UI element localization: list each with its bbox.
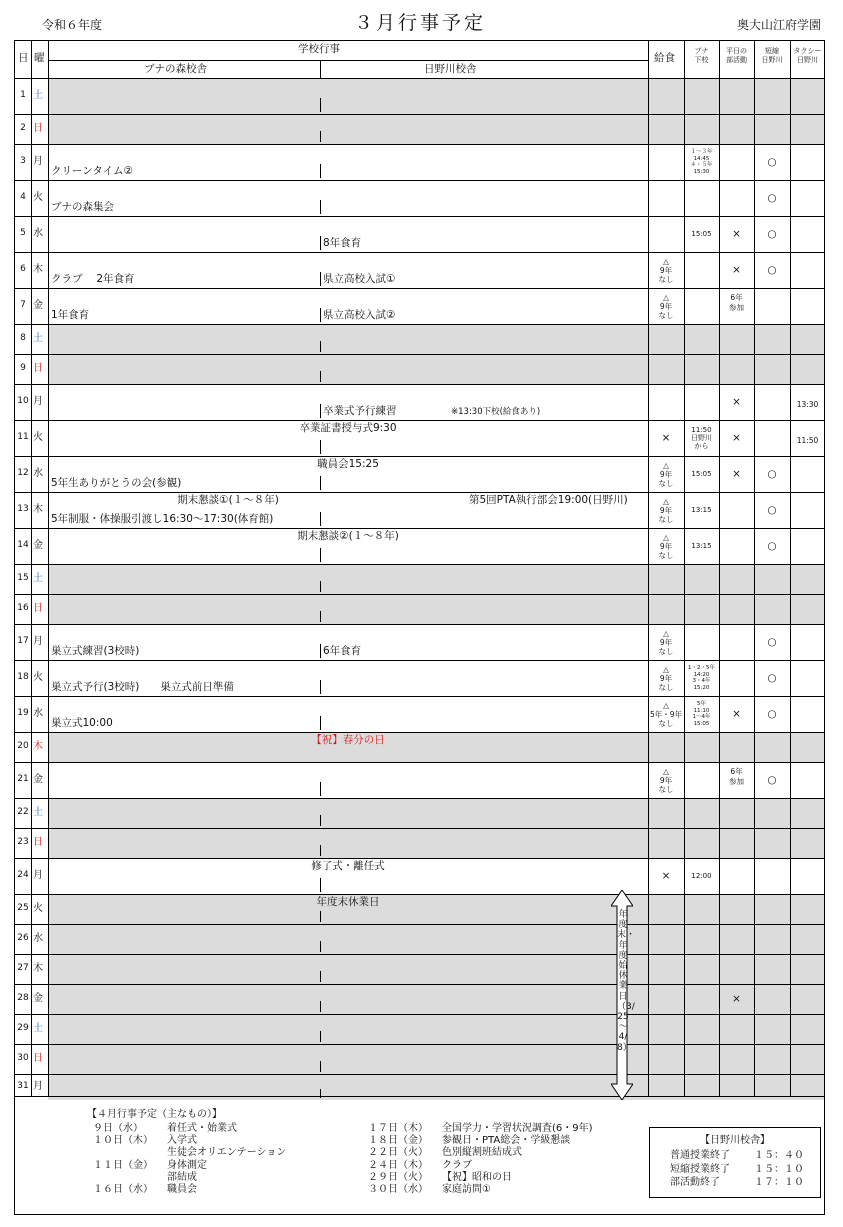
short-mark: ○ [767, 192, 777, 204]
hino-box-time: １５：１０ [754, 1163, 804, 1175]
dismissal-time: 1～4年 [692, 714, 711, 720]
day-number: 13 [17, 504, 29, 514]
day-number: 8 [20, 333, 26, 343]
row-line [14, 1044, 825, 1045]
club-mark: × [732, 264, 741, 276]
hino-box-title: 【日野川校舎】 [700, 1135, 770, 1146]
buna-event: クリーンタイム② [51, 165, 134, 177]
short-mark: ○ [767, 228, 777, 240]
campus-divider [320, 911, 321, 922]
club-mark: × [732, 708, 741, 720]
day-number: 12 [17, 468, 29, 478]
row-line [14, 420, 825, 421]
club-note: 6年 参加 [729, 767, 744, 786]
weekday: 火 [33, 672, 43, 683]
club-mark: × [732, 468, 741, 480]
row-shade [48, 798, 825, 828]
april-event: 着任式・始業式 [167, 1123, 237, 1134]
weekday: 金 [33, 300, 43, 311]
dismissal-time: 11:50 [691, 426, 712, 434]
dismissal-time: 12:00 [691, 872, 712, 880]
buna-event: 1年食育 [51, 309, 90, 321]
weekday: 火 [33, 192, 43, 203]
day-number: 11 [17, 432, 29, 442]
day-number: 5 [20, 228, 26, 238]
short-mark: ○ [767, 468, 777, 480]
april-date: １６日（水） [93, 1184, 153, 1195]
row-line [14, 828, 825, 829]
school-event: 【祝】春分の日 [311, 734, 385, 746]
header-lunch: 給食 [654, 52, 675, 64]
campus-divider [320, 404, 321, 418]
dismissal-time: 日野川 [691, 434, 712, 442]
lunch-mark: 9年 [659, 638, 673, 647]
dismissal-time: 3・4年 [692, 678, 711, 684]
buna-event: 巣立式10:00 [51, 717, 113, 729]
header-buna: ブナの森校舎 [144, 63, 207, 75]
lunch-mark: △ [663, 497, 669, 506]
campus-divider [320, 845, 321, 856]
schedule-table [14, 40, 825, 1097]
club-mark: × [732, 228, 741, 240]
school-event: 卒業証書授与式9:30 [299, 422, 397, 434]
day-number: 2 [20, 123, 26, 133]
buna-event: 巣立式練習(3校時) [51, 645, 140, 657]
april-event: 入学式 [167, 1135, 197, 1147]
weekday: 水 [33, 933, 43, 944]
day-number: 26 [17, 933, 29, 943]
row-line [14, 732, 825, 733]
april-event: 身体測定 [167, 1159, 207, 1171]
hino-event: 8年食育 [323, 237, 362, 249]
row-line [14, 858, 825, 859]
april-event: 【祝】昭和の日 [442, 1171, 512, 1183]
row-shade [48, 78, 825, 114]
school-event: 修了式・離任式 [311, 860, 385, 872]
short-mark: ○ [767, 672, 777, 684]
dismissal-time: 15:30 [693, 168, 710, 175]
row-line [14, 144, 825, 145]
dismissal-time: 5年 [697, 701, 706, 707]
column-line [48, 40, 49, 1097]
day-number: 17 [17, 636, 29, 646]
dismissal-time: 15:05 [693, 720, 710, 727]
weekday: 木 [33, 963, 43, 974]
lunch-mark: なし [658, 275, 674, 284]
lunch-mark: 9年 [659, 266, 673, 275]
april-event: 色別縦割班結成式 [442, 1147, 522, 1159]
hino-event: 卒業式予行練習 [323, 405, 397, 417]
dismissal-time: 14:45 [693, 155, 710, 162]
april-event: 職員会 [167, 1184, 197, 1195]
weekday: 月 [33, 156, 43, 167]
lunch-mark: なし [658, 647, 674, 656]
dismissal-time: 13:15 [691, 506, 712, 514]
weekday: 日 [33, 603, 43, 614]
short-mark: ○ [767, 156, 777, 168]
campus-divider [320, 272, 321, 286]
day-number: 7 [20, 300, 26, 310]
row-line [14, 924, 825, 925]
lunch-mark: なし [658, 785, 674, 794]
header-taxi: 日野川 [797, 56, 818, 64]
dismissal-time: 14:20 [693, 671, 710, 678]
buna-event: クラブ 2年食育 [51, 273, 135, 285]
lunch-mark: 9年 [659, 776, 673, 785]
lunch-mark: △ [663, 257, 669, 266]
hino-event: 県立高校入試① [323, 273, 396, 285]
row-line [14, 1074, 825, 1075]
header-buna-dismissal: ブナ [694, 47, 709, 55]
day-number: 16 [17, 603, 29, 613]
row-line [14, 216, 825, 217]
campus-divider [320, 878, 321, 892]
school-event: 期末懇談①(１～８年) [177, 494, 279, 506]
school-event: 年度末休業日 [316, 896, 380, 908]
day-number: 21 [17, 774, 29, 784]
header-taxi: タクシー [793, 47, 822, 55]
events-subheader-line [48, 60, 648, 61]
lunch-mark: △ [663, 665, 669, 674]
buna-event: 5年生ありがとうの会(参観) [51, 477, 182, 489]
taxi-time: 11:50 [796, 436, 819, 445]
day-number: 18 [17, 672, 29, 682]
header-club: 部活動 [726, 56, 747, 64]
hino-schedule-box [649, 1127, 821, 1198]
weekday: 月 [33, 636, 43, 647]
campus-divider [320, 236, 321, 250]
header-short: 短縮 [765, 47, 779, 55]
weekday: 土 [33, 90, 43, 101]
table-border-left [14, 40, 15, 1097]
dismissal-time: 15:20 [693, 684, 710, 691]
day-number: 23 [17, 837, 29, 847]
header-divider [14, 78, 825, 79]
lunch-x: × [661, 432, 671, 444]
lunch-x: × [661, 870, 671, 882]
short-mark: ○ [767, 636, 777, 648]
day-number: 25 [17, 903, 29, 913]
row-line [14, 894, 825, 895]
campus-divider [320, 971, 321, 982]
row-line [14, 798, 825, 799]
header-buna-dismissal: 下校 [694, 56, 709, 64]
day-number: 9 [20, 363, 26, 373]
school-event: 職員会15:25 [317, 458, 379, 470]
campus-divider [320, 1001, 321, 1012]
row-shade [48, 1044, 825, 1074]
row-line [14, 984, 825, 985]
day-number: 4 [20, 192, 26, 202]
row-line [14, 456, 825, 457]
header-day: 日 [18, 52, 29, 64]
row-line [14, 660, 825, 661]
april-heading: 【４月行事予定（主なもの）】 [87, 1109, 222, 1120]
dismissal-time: から [694, 442, 709, 450]
short-mark: ○ [767, 774, 777, 786]
dismissal-time: １～３年 [690, 149, 713, 155]
day-number: 30 [17, 1053, 29, 1063]
day-number: 20 [17, 741, 29, 751]
hino-box-time: １７：１０ [754, 1177, 804, 1188]
weekday: 木 [33, 504, 43, 515]
weekday: 日 [33, 363, 43, 374]
lunch-mark: 5年・9年 [649, 710, 683, 719]
day-number: 22 [17, 807, 29, 817]
row-line [14, 762, 825, 763]
lunch-mark: なし [658, 719, 674, 728]
short-mark: ○ [767, 540, 777, 552]
weekday: 水 [33, 708, 43, 719]
page-title: ３月行事予定 [353, 12, 486, 34]
campus-divider [320, 512, 321, 526]
hino-box-label: 部活動終了 [670, 1177, 720, 1188]
weekday: 土 [33, 333, 43, 344]
weekday: 土 [33, 807, 43, 818]
row-line [14, 1014, 825, 1015]
header-club: 平日の [726, 47, 747, 55]
weekday: 日 [33, 1053, 43, 1064]
april-date: ２２日（火） [368, 1147, 428, 1159]
row-line [14, 528, 825, 529]
april-date: ２９日（火） [368, 1171, 428, 1183]
row-line [14, 564, 825, 565]
april-event: 生徒会オリエンテーション [167, 1147, 287, 1159]
day-number: 3 [20, 156, 26, 166]
row-line [14, 288, 825, 289]
lunch-mark: △ [663, 701, 669, 710]
weekday: 水 [33, 468, 43, 479]
club-mark: × [732, 432, 741, 444]
lunch-mark: 9年 [659, 674, 673, 683]
weekday: 水 [33, 228, 43, 239]
short-mark: ○ [767, 504, 777, 516]
weekday: 月 [33, 396, 43, 407]
row-shade [48, 114, 825, 144]
row-line [14, 180, 825, 181]
april-date: １８日（金） [368, 1135, 428, 1147]
weekday: 土 [33, 573, 43, 584]
row-shade [48, 564, 825, 594]
lunch-mark: なし [658, 515, 674, 524]
row-shade [48, 354, 825, 384]
campus-divider [320, 611, 321, 622]
campus-divider [320, 941, 321, 952]
campus-divider [320, 680, 321, 694]
row-shade [48, 594, 825, 624]
day-number: 29 [17, 1023, 29, 1033]
row-shade [48, 954, 825, 984]
column-line [684, 40, 685, 1097]
campus-divider [320, 61, 321, 78]
taxi-time: 13:30 [796, 400, 819, 409]
campus-divider [320, 476, 321, 490]
campus-divider [320, 548, 321, 562]
campus-divider [320, 782, 321, 796]
april-date: １７日（木） [368, 1123, 428, 1134]
row-shade [48, 984, 825, 1014]
lunch-mark: 9年 [659, 302, 673, 311]
campus-divider [320, 581, 321, 592]
column-line [31, 40, 32, 1097]
campus-divider [320, 341, 321, 352]
campus-divider [320, 371, 321, 382]
april-date: ２４日（木） [368, 1159, 428, 1171]
header-hino: 日野川校舎 [424, 63, 477, 75]
april-event: 参観日・PTA総会・学級懇談 [442, 1135, 571, 1147]
hino-event: 県立高校入試② [323, 309, 396, 321]
april-date: ９日（水） [93, 1123, 143, 1134]
april-section [14, 1097, 825, 1215]
row-line [14, 954, 825, 955]
event-note: ※13:30下校(給食あり) [451, 407, 541, 417]
campus-divider [320, 164, 321, 178]
day-number: 31 [17, 1081, 29, 1091]
weekday: 木 [33, 264, 43, 275]
hino-box-time: １５：４０ [754, 1150, 804, 1161]
day-number: 6 [20, 264, 26, 274]
club-mark: × [732, 993, 741, 1005]
lunch-mark: なし [658, 551, 674, 560]
weekday: 金 [33, 540, 43, 551]
spring-break-label: 年度末・年度始休業日（3/25～4/8） [617, 910, 636, 1053]
weekday: 月 [33, 870, 43, 881]
campus-divider [320, 98, 321, 112]
column-line [790, 40, 791, 1097]
weekday: 火 [33, 903, 43, 914]
row-shade [48, 924, 825, 954]
row-line [14, 114, 825, 115]
campus-divider [320, 131, 321, 142]
row-line [14, 492, 825, 493]
school-event: 期末懇談②(１～８年) [297, 530, 399, 542]
lunch-mark: 9年 [659, 542, 673, 551]
short-mark: ○ [767, 708, 777, 720]
april-event: 全国学力・学習状況調査(6・9年) [442, 1123, 593, 1134]
day-number: 24 [17, 870, 29, 880]
hino-box-label: 普通授業終了 [670, 1150, 730, 1161]
dismissal-time: 1・2・5年 [688, 665, 715, 671]
april-event: 家庭訪問① [442, 1184, 491, 1195]
row-line [14, 384, 825, 385]
hino-box-label: 短縮授業終了 [670, 1163, 730, 1175]
day-number: 27 [17, 963, 29, 973]
april-date: ３０日（水） [368, 1184, 428, 1195]
row-line [14, 354, 825, 355]
row-shade [48, 828, 825, 858]
school-name: 奥大山江府学園 [736, 18, 821, 32]
column-line [648, 40, 649, 1097]
header-weekday: 曜 [34, 52, 45, 64]
day-number: 15 [17, 573, 29, 583]
campus-divider [320, 308, 321, 322]
lunch-mark: △ [663, 629, 669, 638]
hino-event: 6年食育 [323, 645, 362, 657]
campus-divider [320, 716, 321, 730]
club-mark: × [732, 396, 741, 408]
april-date: １１日（金） [93, 1159, 153, 1171]
weekday: 土 [33, 1023, 43, 1034]
lunch-mark: なし [658, 311, 674, 320]
buna-event: 巣立式予行(3校時) 巣立式前日準備 [51, 681, 234, 693]
april-event: クラブ [442, 1159, 472, 1171]
campus-divider [320, 1061, 321, 1072]
lunch-mark: △ [663, 461, 669, 470]
april-event: 部結成 [167, 1171, 197, 1183]
weekday: 金 [33, 774, 43, 785]
row-line [14, 624, 825, 625]
row-shade [48, 324, 825, 354]
row-line [14, 324, 825, 325]
lunch-mark: 9年 [659, 470, 673, 479]
lunch-mark: 9年 [659, 506, 673, 515]
weekday: 火 [33, 432, 43, 443]
column-line [719, 40, 720, 1097]
day-number: 19 [17, 708, 29, 718]
school-year: 令和６年度 [42, 18, 103, 32]
day-number: 14 [17, 540, 29, 550]
row-line [14, 594, 825, 595]
weekday: 木 [33, 741, 43, 752]
buna-event: 5年制服・体操服引渡し16:30～17:30(体育館) [51, 513, 274, 525]
school-event-hino: 第5回PTA執行部会19:00(日野川) [469, 494, 628, 506]
lunch-mark: なし [658, 479, 674, 488]
day-number: 10 [17, 396, 29, 406]
day-number: 28 [17, 993, 29, 1003]
row-line [14, 252, 825, 253]
campus-divider [320, 200, 321, 214]
campus-divider [320, 440, 321, 454]
campus-divider [320, 1031, 321, 1042]
april-date: １０日（木） [93, 1135, 153, 1147]
dismissal-time: 15:05 [691, 470, 712, 478]
dismissal-time: ４・５年 [690, 162, 713, 168]
table-border-right [824, 40, 825, 1097]
weekday: 日 [33, 123, 43, 134]
row-shade [48, 1014, 825, 1044]
dismissal-time: 15:05 [691, 230, 712, 238]
weekday: 月 [33, 1081, 43, 1092]
header-events: 学校行事 [298, 43, 340, 55]
buna-event: ブナの森集会 [51, 201, 114, 213]
lunch-mark: △ [663, 533, 669, 542]
dismissal-time: 13:15 [691, 542, 712, 550]
column-line [754, 40, 755, 1097]
header-short: 日野川 [761, 56, 783, 64]
dismissal-time: 11:10 [693, 707, 710, 714]
day-number: 1 [20, 90, 26, 100]
short-mark: ○ [767, 264, 777, 276]
campus-divider [320, 815, 321, 826]
table-border-top [14, 40, 825, 41]
lunch-mark: △ [663, 767, 669, 776]
campus-divider [320, 644, 321, 658]
weekday: 日 [33, 837, 43, 848]
row-line [14, 696, 825, 697]
lunch-mark: なし [658, 683, 674, 692]
club-note: 6年 参加 [729, 293, 744, 312]
weekday: 金 [33, 993, 43, 1004]
lunch-mark: △ [663, 293, 669, 302]
